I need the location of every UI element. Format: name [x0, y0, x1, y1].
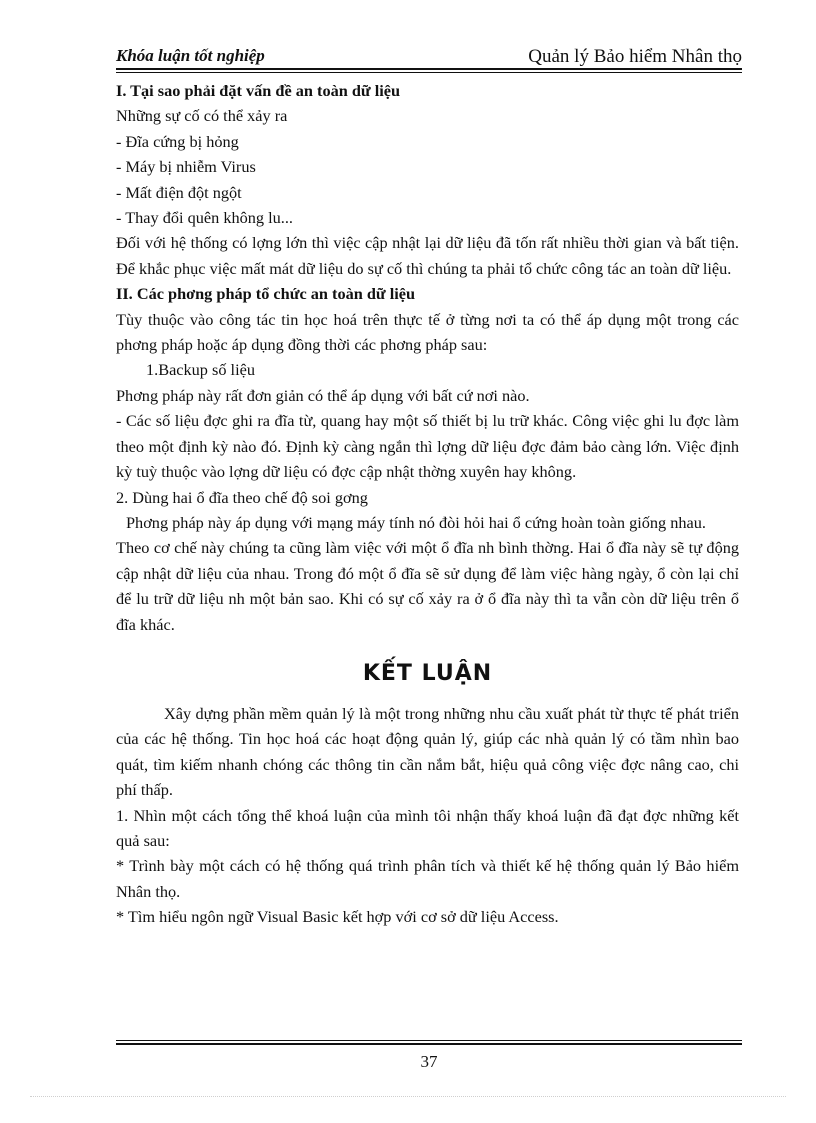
footer-rule-thick — [116, 1043, 742, 1045]
page-header — [116, 44, 742, 68]
page-edge-divider — [30, 1096, 786, 1097]
method2-details: Theo cơ chế này chúng ta cũng làm việc với một ổ đĩa nh bình thờng. Hai ổ đĩa này sẽ tự động cập nhật dữ liệu của nhau. Trong đó một ổ đĩa sẽ sử dụng để làm việc hàng ngày, ổ còn lại chỉ để lu trữ dữ liệu nh một bản sao. Khi có sự cố xảy ra ở ổ đĩa này thì ta vẫn còn dữ liệu trên ổ đĩa khác. — [116, 538, 739, 634]
method1-details: - Các số liệu đợc ghi ra đĩa từ, quang hay một số thiết bị lu trữ khác. Công việc ghi lu đợc làm theo một định kỳ nào đó. Định kỳ càng ngắn thì lợng dữ liệu đợc đảm bảo càng lớn. Việc định kỳ tuỳ thuộc vào lợng dữ liệu có đợc cập nhật thờng xuyên hay không. — [116, 411, 739, 482]
header-rule-thick — [116, 68, 742, 70]
section1-intro: Những sự cố có thể xảy ra — [116, 106, 288, 126]
page-number: 37 — [420, 1052, 438, 1071]
method1-paragraph: Phơng pháp này rất đơn giản có thể áp dụng với bất cứ nơi nào. — [116, 385, 530, 405]
section1-item: - Mất điện đột ngột — [116, 182, 242, 202]
section1-paragraph: Đối với hệ thống có lợng lớn thì việc cập nhật lại dữ liệu đã tốn rất nhiều thời gian và bất tiện. Để khắc phục việc mất mát dữ liệu do sự cố thì chúng ta phải tổ chức công tác an toàn dữ liệu. — [116, 233, 739, 278]
method2-title: 2. Dùng hai ổ đĩa theo chế độ soi gơng — [116, 487, 368, 507]
section1-item: - Thay đổi quên không lu... — [116, 208, 293, 228]
body-content — [116, 78, 739, 930]
conclusion-title: KẾT LUẬN — [362, 660, 493, 686]
section2-intro: Tùy thuộc vào công tác tin học hoá trên thực tế ở từng nơi ta có thể áp dụng một trong các phơng pháp hoặc áp dụng đồng thời các phơng pháp sau: — [116, 309, 739, 355]
section2-heading: II. Các phơng pháp tổ chức an toàn dữ liệu — [116, 284, 416, 304]
footer-rule-thin — [116, 1040, 742, 1041]
method1-title: 1.Backup số liệu — [146, 360, 255, 380]
section1-heading: I. Tại sao phải đặt vấn đề an toàn dữ liệu — [116, 81, 401, 100]
header-rule-thin — [116, 72, 742, 73]
section1-item: - Máy bị nhiễm Virus — [116, 157, 256, 177]
conclusion-paragraph: Xây dựng phần mềm quản lý là một trong những nhu cầu xuất phát từ thực tế phát triển của các hệ thống. Tin học hoá các hoạt động quản lý, giúp các nhà quản lý có tầm nhìn bao quát, tìm kiếm nhanh chóng các thông tin cần nắm bắt, hiệu quả công việc đợc nâng cao, chi phí thấp. — [116, 703, 739, 800]
header-thesis-label: Khóa luận tốt nghiệp — [116, 46, 265, 65]
header-topic-title: Quản lý Bảo hiểm Nhân thọ — [528, 46, 742, 67]
conclusion-result-item: * Tìm hiểu ngôn ngữ Visual Basic kết hợp với cơ sở dữ liệu Access. — [116, 907, 559, 927]
conclusion-result-item: * Trình bày một cách có hệ thống quá trình phân tích và thiết kế hệ thống quản lý Bảo hiểm Nhân thọ. — [116, 856, 739, 901]
conclusion-results-intro: 1. Nhìn một cách tổng thể khoá luận của mình tôi nhận thấy khoá luận đã đạt đợc những kết quả sau: — [116, 805, 739, 850]
method2-paragraph: Phơng pháp này áp dụng với mạng máy tính nó đòi hỏi hai ổ cứng hoàn toàn giống nhau. — [126, 512, 706, 532]
section1-item: - Đĩa cứng bị hỏng — [116, 131, 239, 151]
